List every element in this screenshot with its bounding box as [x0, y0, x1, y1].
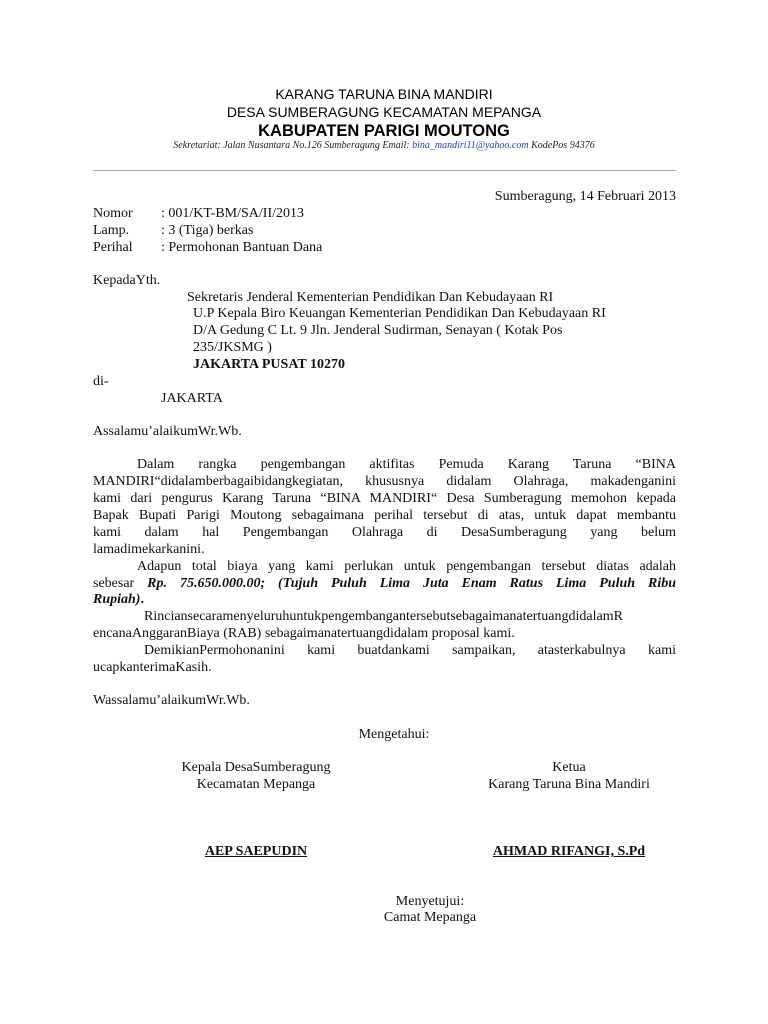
amount-end: Rupiah) — [93, 592, 141, 607]
letterhead-village: DESA SUMBERAGUNG KECAMATAN MEPANGA — [226, 104, 542, 120]
amount-period: . — [140, 592, 144, 607]
body-line: Adapun total biaya yang kami perlukan untuk pengembangan tersebut diatas adalah — [137, 559, 676, 574]
attachment-label: Lamp. — [93, 223, 130, 238]
number-value: : 001/KT-BM/SA/II/2013 — [161, 206, 304, 221]
body-line: kami dalam hal Pengembangan Olahraga di DesaSumberagung yang belum — [93, 525, 676, 540]
body-line-amount — [93, 575, 676, 592]
body-line: lamadimekarkanini. — [93, 542, 205, 557]
greeting: Assalamu’alaikumWr.Wb. — [93, 424, 242, 439]
right-signatory-title: Karang Taruna Bina Mandiri — [488, 777, 650, 792]
header-divider — [93, 170, 676, 171]
recipient-line: U.P Kepala Biro Keuangan Kementerian Pendidikan Dan Kebudayaan RI — [193, 306, 606, 321]
subject-label: Perihal — [93, 240, 133, 255]
body-line: Dalam rangka pengembangan aktifitas Pemuda Karang Taruna “BINA — [137, 457, 676, 472]
right-signatory-name: AHMAD RIFANGI, S.Pd — [492, 844, 646, 859]
attachment-value: : 3 (Tiga) berkas — [161, 223, 254, 238]
email-link[interactable]: bina_mandiri11@yahoo.com — [412, 140, 529, 151]
subject-value: : Permohonan Bantuan Dana — [161, 240, 323, 255]
recipient-city: JAKARTA PUSAT 10270 — [193, 357, 345, 372]
closing: Wassalamu’alaikumWr.Wb. — [93, 693, 250, 708]
letter-date: Sumberagung, 14 Februari 2013 — [494, 189, 676, 204]
right-signatory-title: Ketua — [552, 760, 586, 775]
letterhead-address — [0, 140, 768, 151]
left-signatory-name: AEP SAEPUDIN — [204, 844, 308, 859]
body-line: ucapkanterimaKasih. — [93, 660, 212, 675]
recipient-line: Sekretaris Jenderal Kementerian Pendidikan Dan Kebudayaan RI — [187, 290, 554, 305]
body-line: RinciansecaramenyeluruhuntukpengembangantersebutsebagaimanatertuangdidalamR — [144, 609, 623, 624]
amount-text: Rp. 75.650.000.00; (Tujuh Puluh Lima Juta Enam Ratus Lima Puluh Ribu — [147, 576, 676, 591]
left-signatory-title: Kecamatan Mepanga — [196, 777, 316, 792]
amount-end-line — [93, 591, 144, 608]
amount-prefix: sebesar — [93, 576, 148, 591]
body-line: DemikianPermohonanini kami buatdankami sampaikan, atasterkabulnya kami — [144, 643, 676, 658]
body-line: Bapak Bupati Parigi Moutong sebagaimana perihal tersebut di atas, untuk dapat membantu — [93, 508, 676, 523]
recipient-di-city: JAKARTA — [161, 391, 223, 406]
letterhead-regency: KABUPATEN PARIGI MOUTONG — [258, 122, 510, 140]
body-line: MANDIRI“didalamberbagaibidangkegiatan, khususnya didalam Olahraga, makadenganini — [93, 474, 676, 489]
left-signatory-title: Kepala DesaSumberagung — [181, 760, 331, 775]
recipient-salutation: KepadaYth. — [93, 273, 161, 288]
number-label: Nomor — [93, 206, 133, 221]
recipient-line: D/A Gedung C Lt. 9 Jln. Jenderal Sudirman, Senayan ( Kotak Pos — [193, 323, 563, 338]
body-line: kami dari pengurus Karang Taruna “BINA MANDIRI“ Desa Sumberagung memohon kepada — [93, 491, 676, 506]
letterhead-organization: KARANG TARUNA BINA MANDIRI — [275, 86, 493, 102]
acknowledged-label: Mengetahui: — [358, 727, 430, 742]
approved-label: Menyetujui: — [395, 894, 465, 909]
postal-code: KodePos 94376 — [528, 140, 595, 151]
address-text: Sekretariat: Jalan Nusantara No.126 Sumberagung Email: — [173, 140, 413, 151]
approver-title: Camat Mepanga — [383, 910, 477, 925]
recipient-di: di- — [93, 374, 109, 389]
recipient-line: 235/JKSMG ) — [193, 340, 272, 355]
body-line: encanaAnggaranBiaya (RAB) sebagaimanatertuangdidalam proposal kami. — [93, 626, 515, 641]
